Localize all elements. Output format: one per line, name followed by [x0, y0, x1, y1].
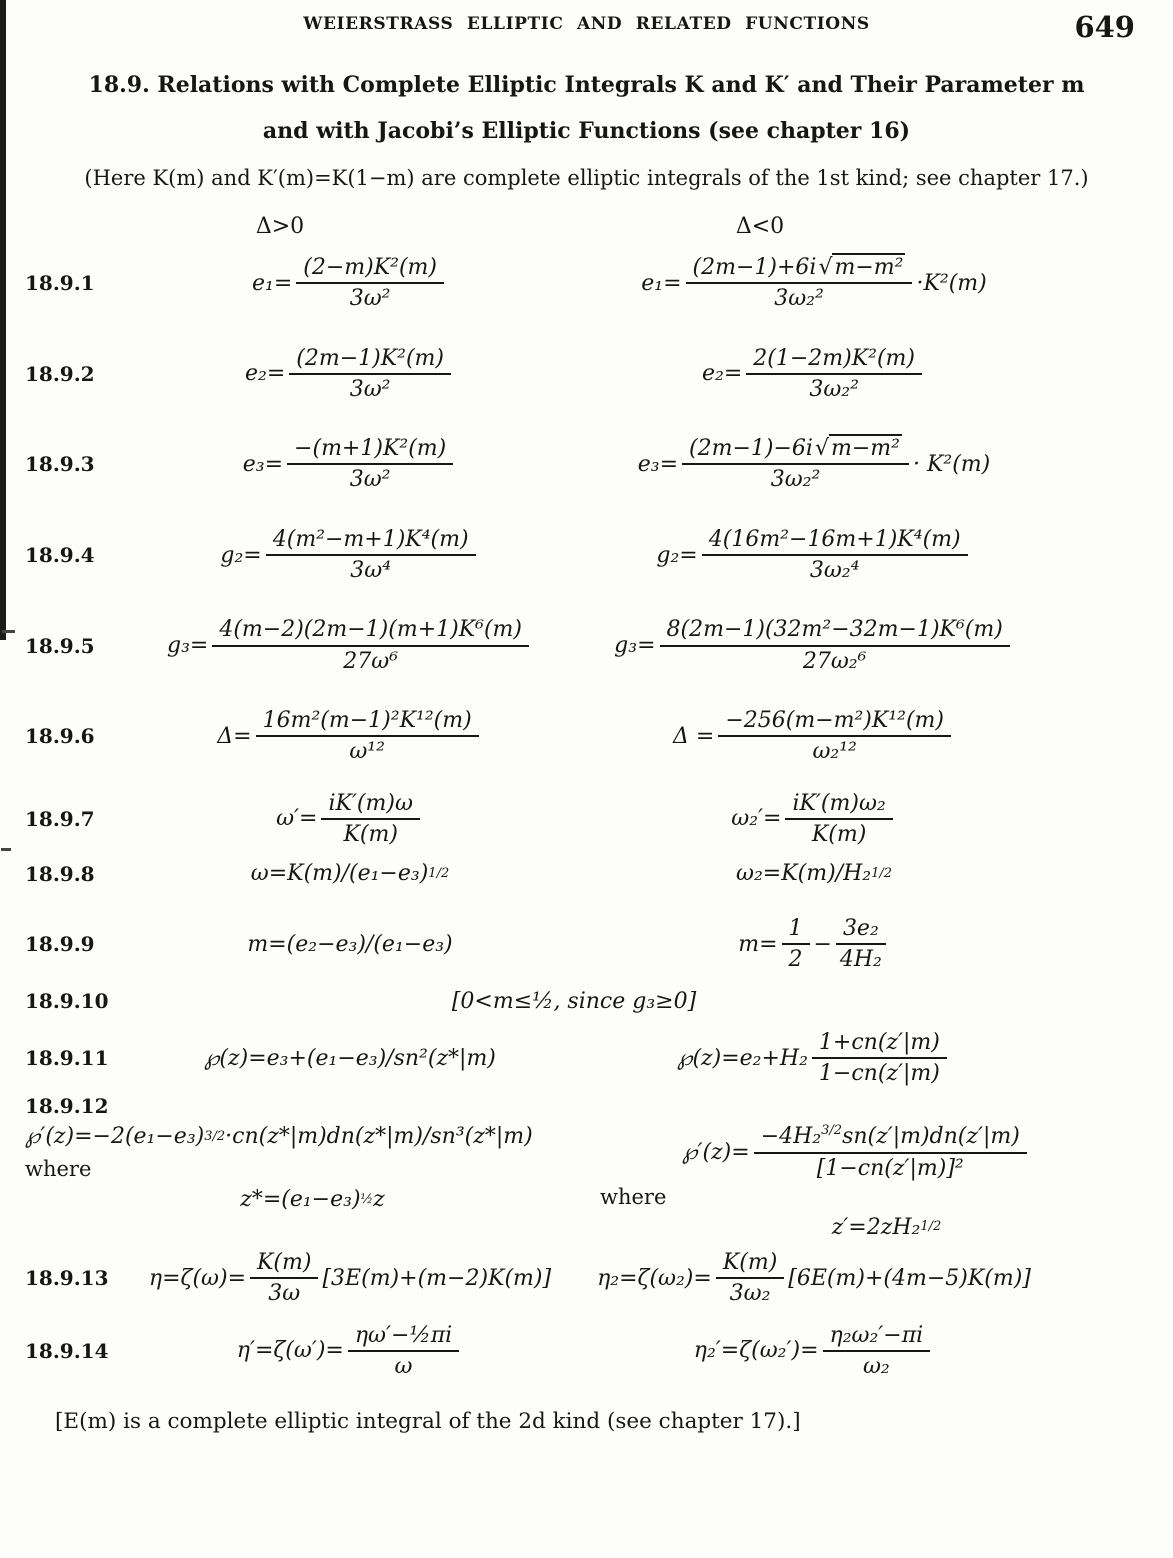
formula-left	[204, 1046, 496, 1071]
formula-right	[677, 1030, 951, 1087]
formula-right	[656, 527, 971, 584]
fraction	[746, 346, 922, 403]
fraction	[256, 708, 479, 765]
equation-number: 18.9.12	[25, 1094, 109, 1119]
column-header-delta-negative: Δ<0	[735, 214, 785, 239]
fraction-numerator	[266, 527, 476, 556]
math-text: K(m)	[722, 1249, 778, 1275]
formula-left	[149, 1250, 551, 1307]
math-text: ℘′(z)=	[682, 1140, 750, 1166]
formula-right: ω₂=K(m)/H₂ 1/2	[736, 861, 892, 887]
equation-row	[25, 1323, 1173, 1380]
row12-right-column	[600, 1124, 1173, 1240]
math-text: η′=ζ(ω′)=	[236, 1338, 344, 1364]
fraction-numerator	[348, 1323, 459, 1352]
superscript: 3/2	[821, 1123, 843, 1139]
fraction-denominator	[863, 1352, 890, 1379]
math-text: ω=K(m)/(e₁−e₃)	[250, 861, 429, 887]
fraction-numerator	[686, 255, 913, 284]
equation-number: 18.9.7	[25, 806, 95, 831]
math-text: 4(16m²−16m+1)K⁴(m)	[708, 526, 961, 552]
equation-row	[25, 1094, 1173, 1240]
equation-number: 18.9.5	[25, 633, 95, 658]
math-text: e₃=	[242, 451, 284, 477]
math-text: ω₂=K(m)/H₂	[736, 861, 872, 887]
fraction	[289, 346, 451, 403]
math-text: 2	[788, 947, 803, 973]
math-text: 2(1−2m)K²(m)	[753, 345, 915, 371]
fraction	[718, 708, 951, 765]
fraction-numerator	[289, 346, 451, 375]
fraction-numerator	[718, 708, 951, 737]
equation-number: 18.9.13	[25, 1266, 109, 1291]
fraction	[785, 791, 892, 848]
fraction-denominator	[350, 556, 391, 583]
fraction	[754, 1124, 1027, 1181]
formula-left: ℘′(z)=−2(e₁−e₃) 3/2 ·cn(z*|m)dn(z*|m)/sn³(z*|m)	[25, 1124, 533, 1150]
equation-row	[25, 916, 1173, 973]
math-text: 16m²(m−1)²K¹²(m)	[262, 707, 472, 733]
fraction	[702, 527, 968, 584]
math-text: [3E(m)+(m−2)K(m)]	[322, 1265, 552, 1291]
equation-row	[25, 617, 1173, 674]
math-text: K(m)	[343, 821, 398, 847]
formula-left	[276, 791, 424, 848]
fraction	[836, 916, 886, 973]
math-text: (2m−1)−6i	[689, 436, 813, 462]
row12-left-column	[25, 1124, 600, 1240]
where-label: where	[25, 1157, 92, 1182]
math-text: ω′=	[276, 806, 318, 832]
formula-right	[738, 916, 890, 973]
math-text: z′=2zH₂	[831, 1214, 921, 1240]
fraction	[212, 617, 529, 674]
math-text: 27ω⁶	[343, 648, 399, 674]
fraction	[296, 255, 444, 312]
formula-right	[641, 255, 987, 312]
fraction-numerator	[212, 617, 529, 646]
section-subtitle: and with Jacobi’s Elliptic Functions (see chapter 16)	[262, 118, 911, 144]
math-text: e₃=	[637, 451, 679, 477]
equation-number: 18.9.14	[25, 1338, 109, 1363]
math-text: [0<m≤½, since g₃≥0]	[451, 988, 697, 1014]
fraction-denominator	[819, 1059, 940, 1086]
fraction-denominator	[810, 556, 860, 583]
math-text: (2m−1)+6i	[692, 255, 817, 280]
equation-number: 18.9.10	[25, 989, 109, 1014]
fraction	[812, 1030, 947, 1087]
equation-row	[25, 255, 1173, 312]
math-text: η₂=ζ(ω₂)=	[597, 1265, 712, 1291]
math-text: ℘(z)=e₂+H₂	[677, 1045, 808, 1071]
intro-note: (Here K(m) and K′(m)=K(1−m) are complete elliptic integrals of the 1st kind; see chapter 17.)	[84, 166, 1089, 190]
math-text: ℘′(z)=−2(e₁−e₃)	[25, 1124, 205, 1150]
math-text: 3ω²	[349, 467, 391, 493]
formula-right-sub: z′=2zH₂ 1/2	[831, 1214, 942, 1240]
fraction-numerator	[823, 1323, 931, 1352]
equation-number: 18.9.9	[25, 932, 95, 957]
math-text: (2−m)K²(m)	[303, 255, 438, 280]
radicand: m−m²	[830, 436, 900, 462]
radical	[815, 436, 902, 461]
fraction-denominator	[350, 284, 391, 311]
radical-sign-icon: √	[818, 255, 833, 280]
fraction-numerator	[746, 346, 922, 375]
formula-left: ω=K(m)/(e₁−e₃) 1/2	[250, 861, 450, 887]
math-text: ·K²(m)	[916, 270, 987, 296]
equation-row	[25, 861, 1173, 886]
math-text: 3ω₂²	[774, 286, 824, 312]
math-text: [1−cn(z′|m)]²	[816, 1155, 964, 1181]
formula-right	[702, 346, 926, 403]
math-text: 8(2m−1)(32m²−32m−1)K⁶(m)	[666, 617, 1003, 643]
math-text: 3ω²	[349, 286, 391, 312]
math-text: 3ω₂²	[770, 467, 821, 493]
math-text: g₂=	[220, 542, 262, 568]
column-headers	[0, 214, 1173, 239]
math-text: ω₂	[862, 1353, 890, 1379]
math-text: K(m)	[811, 821, 867, 847]
fraction	[321, 791, 419, 848]
fraction-denominator	[774, 284, 824, 311]
math-text: e₂=	[701, 361, 743, 387]
math-text: Δ =	[673, 723, 715, 749]
radical-sign-icon: √	[814, 436, 829, 462]
equation-number: 18.9.1	[25, 271, 95, 296]
fraction	[782, 916, 810, 973]
math-text: −	[813, 931, 832, 957]
math-text: ω¹²	[349, 739, 385, 765]
fraction-denominator	[730, 1279, 771, 1306]
formula-left	[243, 436, 457, 493]
math-text: ω	[394, 1353, 413, 1379]
fraction-denominator	[812, 737, 856, 764]
math-text: ηω′−½πi	[354, 1322, 453, 1348]
math-text: η₂′=ζ(ω₂′)=	[693, 1338, 819, 1364]
math-text: 3ω⁴	[350, 558, 392, 584]
running-title: WEIERSTRASS ELLIPTIC AND RELATED FUNCTIONS	[303, 14, 870, 34]
math-text: −4H₂	[760, 1124, 822, 1150]
column-header-delta-positive: Δ>0	[255, 214, 305, 239]
radical	[818, 255, 905, 280]
fraction-numerator	[812, 1030, 947, 1059]
math-text: η₂ω₂′−πi	[829, 1322, 924, 1348]
fraction-numerator	[256, 708, 479, 737]
math-text: m=(e₂−e₃)/(e₁−e₃)	[247, 931, 453, 957]
fraction-numerator	[716, 1250, 784, 1279]
math-text: 4(m²−m+1)K⁴(m)	[272, 526, 469, 552]
equation-row	[25, 527, 1173, 584]
math-text: −256(m−m²)K¹²(m)	[725, 707, 944, 733]
math-text: 3ω	[268, 1281, 301, 1307]
math-text: 27ω₂⁶	[802, 648, 867, 674]
fraction-denominator	[349, 737, 385, 764]
math-text: 3ω²	[349, 376, 391, 402]
formula-left	[237, 1323, 463, 1380]
fraction-numerator	[660, 617, 1010, 646]
math-text: ·cn(z*|m)dn(z*|m)/sn³(z*|m)	[225, 1124, 533, 1150]
fraction-denominator	[840, 945, 882, 972]
formula-left	[245, 346, 455, 403]
math-text: 1	[788, 916, 803, 942]
math-text: [6E(m)+(4m−5)K(m)]	[788, 1265, 1031, 1291]
math-text: 3ω₂	[729, 1281, 771, 1307]
fraction-numerator	[836, 916, 886, 945]
fraction	[660, 617, 1010, 674]
fraction-numerator	[321, 791, 419, 820]
where-label: where	[600, 1184, 667, 1209]
math-text: iK′(m)ω	[328, 790, 413, 816]
fraction-denominator	[809, 375, 859, 402]
fraction-numerator	[702, 527, 968, 556]
fraction	[287, 436, 453, 493]
fraction-denominator	[789, 945, 803, 972]
formula-right	[694, 1323, 934, 1380]
math-text: Δ=	[217, 723, 252, 749]
formula-right	[638, 436, 991, 493]
fraction-numerator	[754, 1124, 1027, 1153]
equation-row	[25, 346, 1173, 403]
math-text: g₃=	[167, 633, 209, 659]
formula-right	[682, 1124, 1031, 1181]
page-header	[0, 10, 1173, 48]
equation-number: 18.9.8	[25, 861, 95, 886]
fraction	[250, 1250, 318, 1307]
formula-right	[673, 708, 955, 765]
equation-number: 18.9.6	[25, 724, 95, 749]
formula-left	[167, 617, 533, 674]
math-text: K(m)	[257, 1249, 312, 1275]
fraction-numerator	[296, 255, 444, 284]
fraction-denominator	[771, 465, 821, 492]
math-text: m=	[738, 931, 778, 957]
fraction	[348, 1323, 459, 1380]
equation-number: 18.9.11	[25, 1046, 109, 1071]
fraction-numerator	[782, 916, 810, 945]
math-text: 3e₂	[842, 916, 879, 942]
equation-row	[25, 989, 1173, 1014]
fraction	[266, 527, 476, 584]
formula-left	[217, 708, 482, 765]
math-text: 4H₂	[839, 947, 882, 973]
math-text: η=ζ(ω)=	[148, 1265, 246, 1291]
math-text: 3ω₂²	[809, 376, 859, 402]
equation-list	[0, 255, 1173, 1379]
fraction-denominator	[812, 820, 866, 847]
fraction	[823, 1323, 931, 1380]
fraction-denominator	[350, 465, 391, 492]
footnote: [E(m) is a complete elliptic integral of the 2d kind (see chapter 17).]	[55, 1409, 801, 1435]
fraction-denominator	[395, 1352, 413, 1379]
math-text: z*=(e₁−e₃)	[240, 1187, 361, 1213]
formula-left	[220, 527, 479, 584]
math-text: 1−cn(z′|m)	[818, 1061, 940, 1087]
fraction-numerator	[785, 791, 892, 820]
formula-left-sub: z*=(e₁−e₃) ½ z	[240, 1187, 385, 1213]
math-text: 4(m−2)(2m−1)(m+1)K⁶(m)	[219, 617, 522, 643]
equation-row	[25, 791, 1173, 848]
formula-left	[247, 932, 452, 957]
fraction-denominator	[343, 820, 397, 847]
fraction-numerator	[287, 436, 453, 465]
math-text: e₁=	[641, 270, 682, 296]
math-text: 1+cn(z′|m)	[818, 1029, 940, 1055]
formula-right	[597, 1250, 1031, 1307]
page-number: 649	[1074, 10, 1135, 44]
math-text: −(m+1)K²(m)	[294, 436, 447, 462]
formula-left	[252, 255, 448, 312]
math-text: g₃=	[614, 633, 656, 659]
math-text: e₁=	[251, 270, 293, 296]
radicand: m−m²	[834, 255, 904, 280]
fraction	[686, 255, 913, 312]
math-text: ω₂′=	[731, 806, 782, 832]
math-text: ℘(z)=e₃+(e₁−e₃)/sn²(z*|m)	[204, 1045, 496, 1071]
math-text: e₂=	[244, 361, 286, 387]
fraction	[716, 1250, 784, 1307]
fraction-denominator	[817, 1154, 964, 1181]
fraction-denominator	[343, 647, 398, 674]
equation-row	[25, 1250, 1173, 1307]
math-text: · K²(m)	[912, 451, 991, 477]
equation-row	[25, 708, 1173, 765]
math-text: 3ω₂⁴	[809, 558, 860, 584]
fraction-denominator	[350, 375, 391, 402]
formula-right	[731, 791, 896, 848]
equation-row	[25, 1030, 1173, 1087]
section-title: 18.9. Relations with Complete Elliptic Integrals K and K′ and Their Parameter m	[88, 72, 1085, 98]
equation-row	[25, 436, 1173, 493]
fraction	[682, 436, 909, 493]
fraction-denominator	[803, 647, 867, 674]
math-text: g₂=	[656, 542, 698, 568]
math-text: ω₂¹²	[812, 739, 857, 765]
formula-right	[614, 617, 1014, 674]
formula-center	[452, 989, 696, 1014]
fraction-numerator	[250, 1250, 318, 1279]
math-text: (2m−1)K²(m)	[296, 345, 445, 371]
equation-number: 18.9.2	[25, 361, 95, 386]
math-text: sn(z′|m)dn(z′|m)	[842, 1124, 1020, 1150]
math-text: iK′(m)ω₂	[792, 790, 886, 816]
fraction-numerator	[682, 436, 909, 465]
equation-number: 18.9.4	[25, 543, 95, 568]
fraction-denominator	[268, 1279, 300, 1306]
math-text: z	[373, 1187, 385, 1213]
equation-number: 18.9.3	[25, 452, 95, 477]
